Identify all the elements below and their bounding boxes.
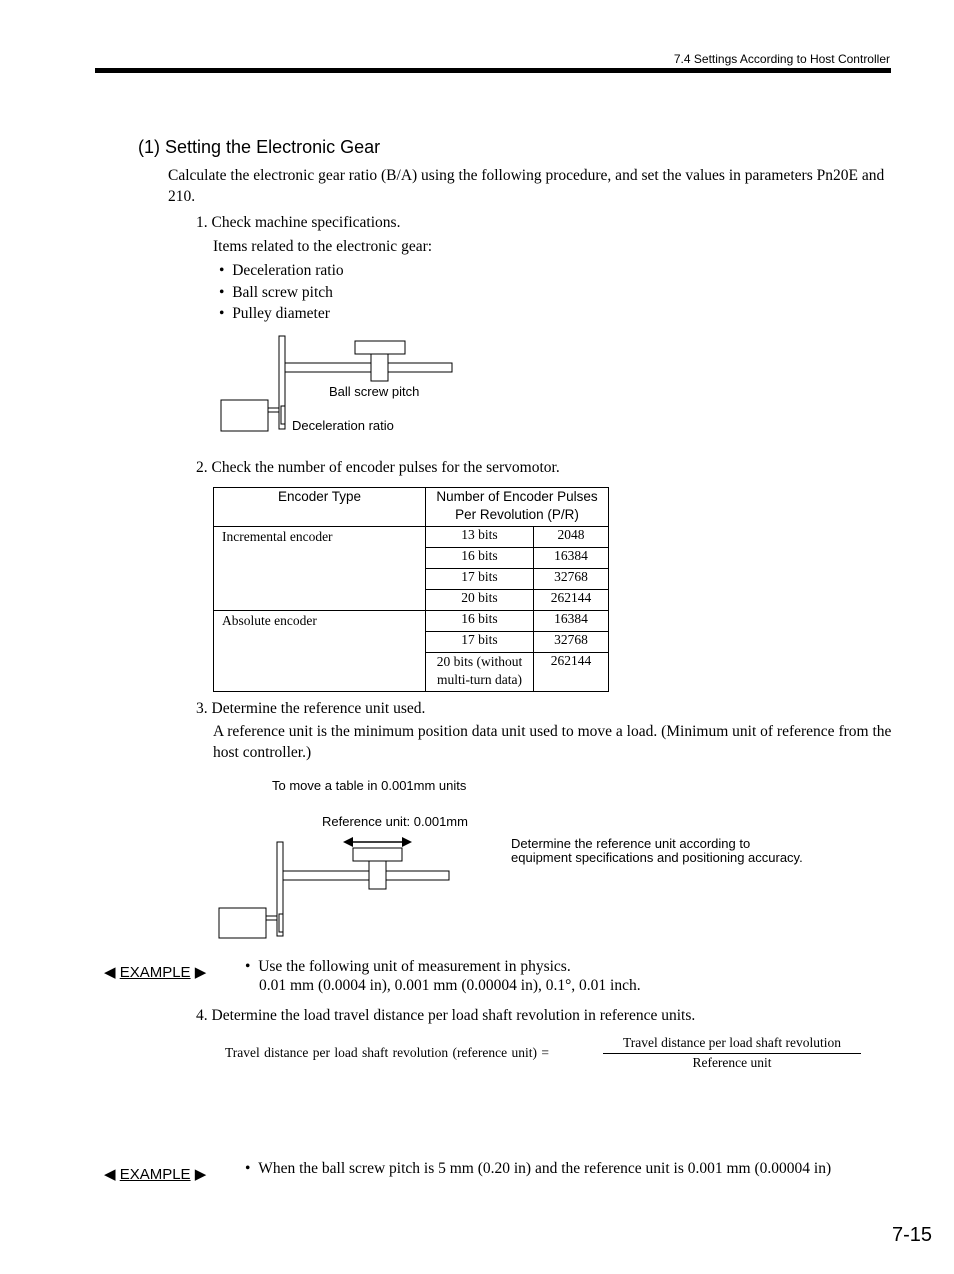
encoder-type-cell: Incremental encoder: [214, 527, 426, 611]
table-cell: 262144: [534, 653, 609, 692]
deceleration-ratio-label: Deceleration ratio: [292, 418, 394, 433]
example1-bullet: • Use the following unit of measurement in physics.: [245, 958, 571, 975]
table-header: Number of Encoder Pulses Per Revolution (P/R): [426, 488, 609, 527]
table-cell: 32768: [534, 632, 609, 653]
table-header: Encoder Type: [214, 488, 426, 527]
reference-note-line1: Determine the reference unit according to: [511, 836, 751, 851]
bullet-item: • Pulley diameter: [219, 305, 330, 322]
formula-denominator: Reference unit: [692, 1055, 772, 1070]
bullet-text: Pulley diameter: [232, 305, 330, 322]
example1-line1: Use the following unit of measurement in physics.: [258, 958, 571, 975]
bullet-text: Deceleration ratio: [232, 262, 344, 279]
encoder-table: [213, 487, 609, 692]
table-cell: 17 bits: [426, 632, 534, 653]
reference-unit-label: Reference unit: 0.001mm: [322, 814, 468, 829]
example2-bullet: • When the ball screw pitch is 5 mm (0.20 in) and the reference unit is 0.001 mm (0.00004 in): [245, 1160, 832, 1177]
bullet-item: • Deceleration ratio: [219, 262, 344, 279]
table-cell: 16384: [534, 611, 609, 632]
step3-title: 3. Determine the reference unit used.: [196, 700, 426, 717]
fraction-bar: [603, 1053, 861, 1054]
formula-numerator: Travel distance per load shaft revolution: [622, 1035, 842, 1050]
table-cell: 20 bits: [426, 590, 534, 611]
machine-figure-2: [215, 834, 460, 942]
table-cell: 17 bits: [426, 569, 534, 590]
bullet-text: Ball screw pitch: [232, 284, 333, 301]
page-number: 7-15: [891, 1224, 932, 1246]
encoder-type-cell: Absolute encoder: [214, 611, 426, 692]
running-header: 7.4 Settings According to Host Controller: [673, 52, 890, 66]
formula-lhs: Travel distance per load shaft revolution (reference unit) =: [225, 1045, 549, 1060]
table-cell: 32768: [534, 569, 609, 590]
ball-screw-pitch-label: Ball screw pitch: [329, 384, 420, 399]
step1-subtitle: Items related to the electronic gear:: [213, 238, 433, 255]
table-cell: 20 bits (without multi-turn data): [426, 653, 534, 692]
section-title: (1) Setting the Electronic Gear: [138, 137, 381, 157]
header-rule: [95, 68, 891, 73]
reference-note-line2: equipment specifications and positioning accuracy.: [511, 850, 803, 865]
example-tag-text: EXAMPLE: [119, 1166, 191, 1183]
table-cell: 2048: [534, 527, 609, 548]
example1-line2: 0.01 mm (0.0004 in), 0.001 mm (0.00004 in), 0.1°, 0.01 inch.: [259, 977, 641, 994]
table-cell: 16 bits: [426, 548, 534, 569]
table-cell: 13 bits: [426, 527, 534, 548]
example-tag: ◀ EXAMPLE ▶: [104, 1166, 207, 1183]
step2-title: 2. Check the number of encoder pulses for the servomotor.: [196, 459, 560, 476]
example-tag: ◀ EXAMPLE ▶: [104, 964, 207, 981]
step3-description: A reference unit is the minimum position data unit used to move a load. (Minimum unit of reference from the host controller.): [213, 723, 892, 761]
table-cell: 16 bits: [426, 611, 534, 632]
table-cell: 16384: [534, 548, 609, 569]
bullet-item: • Ball screw pitch: [219, 284, 333, 301]
example2-line1: When the ball screw pitch is 5 mm (0.20 in) and the reference unit is 0.001 mm (0.00004 in): [258, 1160, 832, 1177]
table-cell: 262144: [534, 590, 609, 611]
example-tag-text: EXAMPLE: [119, 964, 191, 981]
intro-paragraph: Calculate the electronic gear ratio (B/A) using the following procedure, and set the values in parameters Pn20E and 210.: [168, 167, 885, 205]
step4-title: 4. Determine the load travel distance per load shaft revolution in reference units.: [196, 1007, 696, 1024]
figure2-title: To move a table in 0.001mm units: [272, 778, 467, 793]
step1-title: 1. Check machine specifications.: [196, 214, 401, 231]
